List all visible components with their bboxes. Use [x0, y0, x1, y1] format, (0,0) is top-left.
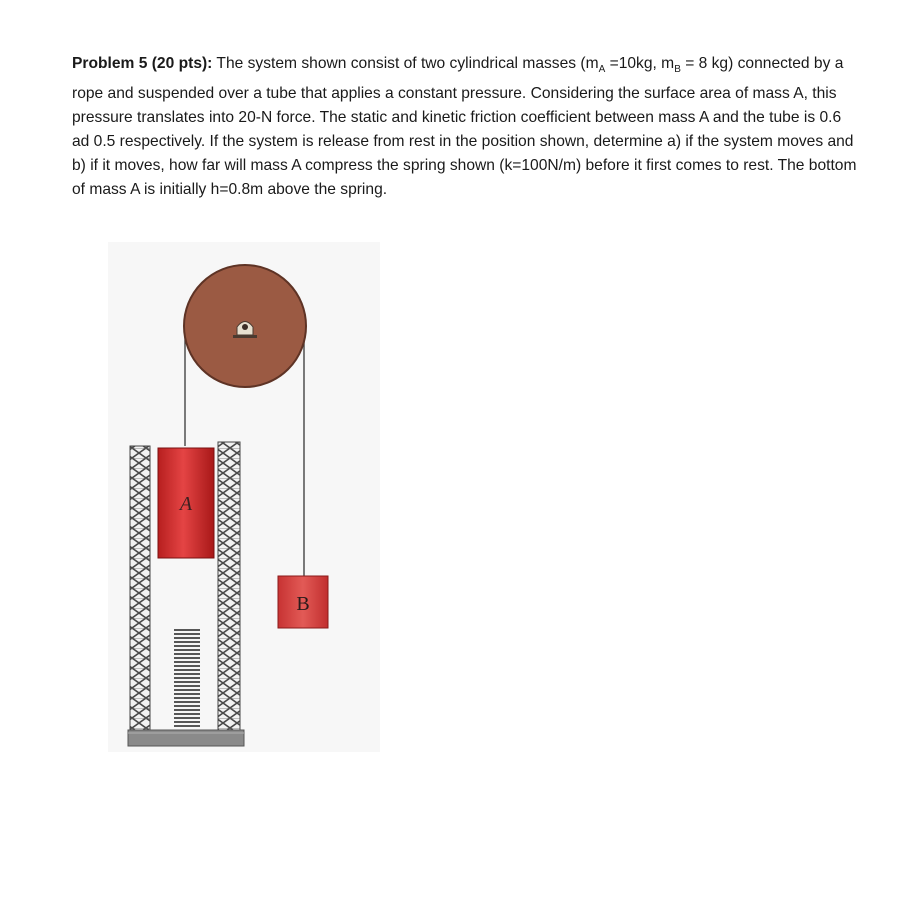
problem-text-part2: =10kg, m	[605, 55, 675, 72]
mass-b-subscript: B	[674, 64, 681, 76]
tube-right-wall	[218, 442, 240, 731]
mass-a-label: A	[179, 493, 193, 515]
pulley-system-figure	[104, 238, 394, 768]
mass-b-label: B	[296, 593, 310, 615]
tube-left-wall	[130, 446, 150, 731]
problem-statement	[72, 52, 862, 202]
problem-label: Problem 5 (20 pts):	[72, 55, 213, 72]
base-plate	[128, 730, 244, 746]
problem-text-part1: The system shown consist of two cylindrical masses (m	[212, 55, 599, 72]
mass-a-subscript: A	[598, 64, 606, 76]
pulley-system-diagram	[104, 238, 394, 768]
problem-text-part3: = 8 kg) connected by a rope and suspended over a tube that applies a constant pressure. Considering the surface area of mass A, this pressure translates into 20-N force. The static and kinetic friction coefficient between mass A and the tube is 0.6 ad 0.5 respectively. If the system is release from rest in the position shown, determine a) if the system moves and b) if it moves, how far will mass A compress the spring shown (k=100N/m) before it first comes to rest. The bottom of mass A is initially h=0.8m above the spring.	[72, 55, 857, 199]
